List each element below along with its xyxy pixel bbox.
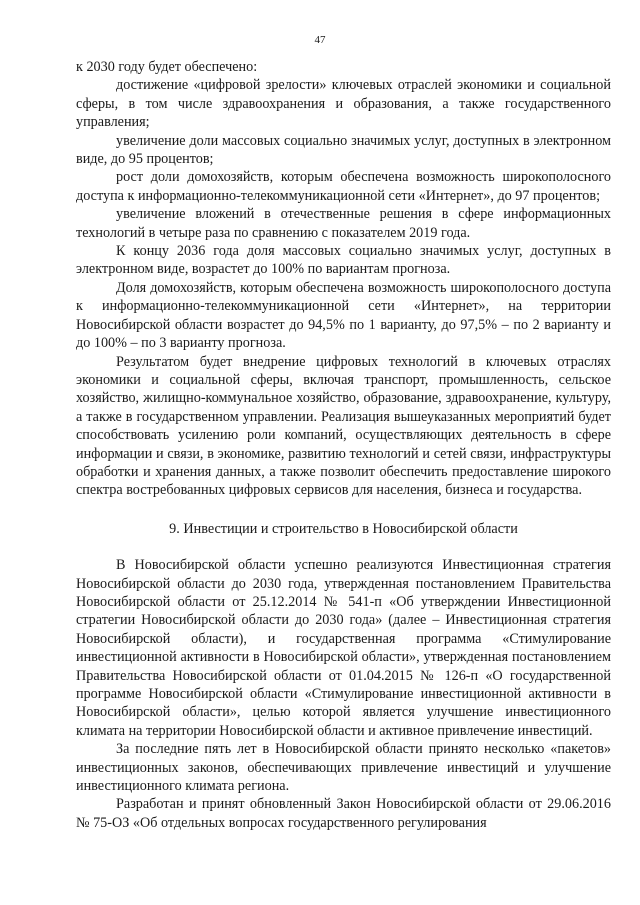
paragraph: рост доли домохозяйств, которым обеспечена возможность широкополосного доступа к информационно-телекоммуникационной сети «Интернет», до 97 процентов; xyxy=(76,169,611,204)
paragraph: к 2030 году будет обеспечено: xyxy=(76,59,258,75)
section-heading: 9. Инвестиции и строительство в Новосибирской области xyxy=(169,520,518,537)
page-number: 47 xyxy=(314,34,326,46)
paragraph: В Новосибирской области успешно реализуются Инвестиционная стратегия Новосибирской области до 2030 года, утвержденная постановлением Правительства Новосибирской области от 25.12.2014 № 541-п «Об утверждении Инвестиционной стратегии Новосибирской области до 2030 года» (далее – Инвестиционная стратегия Новосибирской области), и государственная программа «Стимулирование инвестиционной активности в Новосибирской области», утвержденная постановлением Правительства Новосибирской области от 01.04.2015 № 126-п «О государственной программе Новосибирской области «Стимулирование инвестиционной активности в Новосибирской области», целью которой является улучшение инвестиционного климата на территории Новосибирской области и активное привлечение инвестиций. xyxy=(76,557,611,739)
paragraph: К концу 2036 года доля массовых социально значимых услуг, доступных в электронном виде, возрастет до 100% по вариантам прогноза. xyxy=(76,243,611,278)
paragraph: За последние пять лет в Новосибирской области принято несколько «пакетов» инвестиционных законов, обеспечивающих привлечение инвестиций и улучшение инвестиционного климата региона. xyxy=(76,741,611,795)
paragraph: Доля домохозяйств, которым обеспечена возможность широкополосного доступа к информационно-телекоммуникационной сети «Интернет», на территории Новосибирской области возрастет до 94,5% по 1 варианту, до 97,5% – по 2 варианту и до 100% – по 3 варианту прогноза. xyxy=(76,279,611,352)
paragraph: Результатом будет внедрение цифровых технологий в ключевых отраслях экономики и социальной сферы, включая транспорт, промышленность, сельское хозяйство, жилищно-коммунальное хозяйство, образование, здравоохранение, культуру, а также в государственном управлении. Реализация вышеуказанных мероприятий будет способствовать усилению роли компаний, осуществляющих деятельность в сфере информации и связи, в экономике, развитию технологий и сетей связи, инфраструктуры обработки и хранения данных, а также позволит обеспечить предоставление широкого спектра востребованных цифровых сервисов для населения, бизнеса и государства. xyxy=(76,353,611,499)
paragraph: достижение «цифровой зрелости» ключевых отраслей экономики и социальной сферы, в том числе здравоохранения и образования, а также государственного управления; xyxy=(76,77,611,131)
paragraph: Разработан и принят обновленный Закон Новосибирской области от 29.06.2016 № 75-ОЗ «Об отдельных вопросах государственного регулирования xyxy=(76,796,611,831)
paragraph: увеличение вложений в отечественные решения в сфере информационных технологий в четыре раза по сравнению с показателем 2019 года. xyxy=(76,206,611,241)
document-body xyxy=(76,58,611,832)
paragraph: увеличение доли массовых социально значимых услуг, доступных в электронном виде, до 95 процентов; xyxy=(76,132,611,168)
